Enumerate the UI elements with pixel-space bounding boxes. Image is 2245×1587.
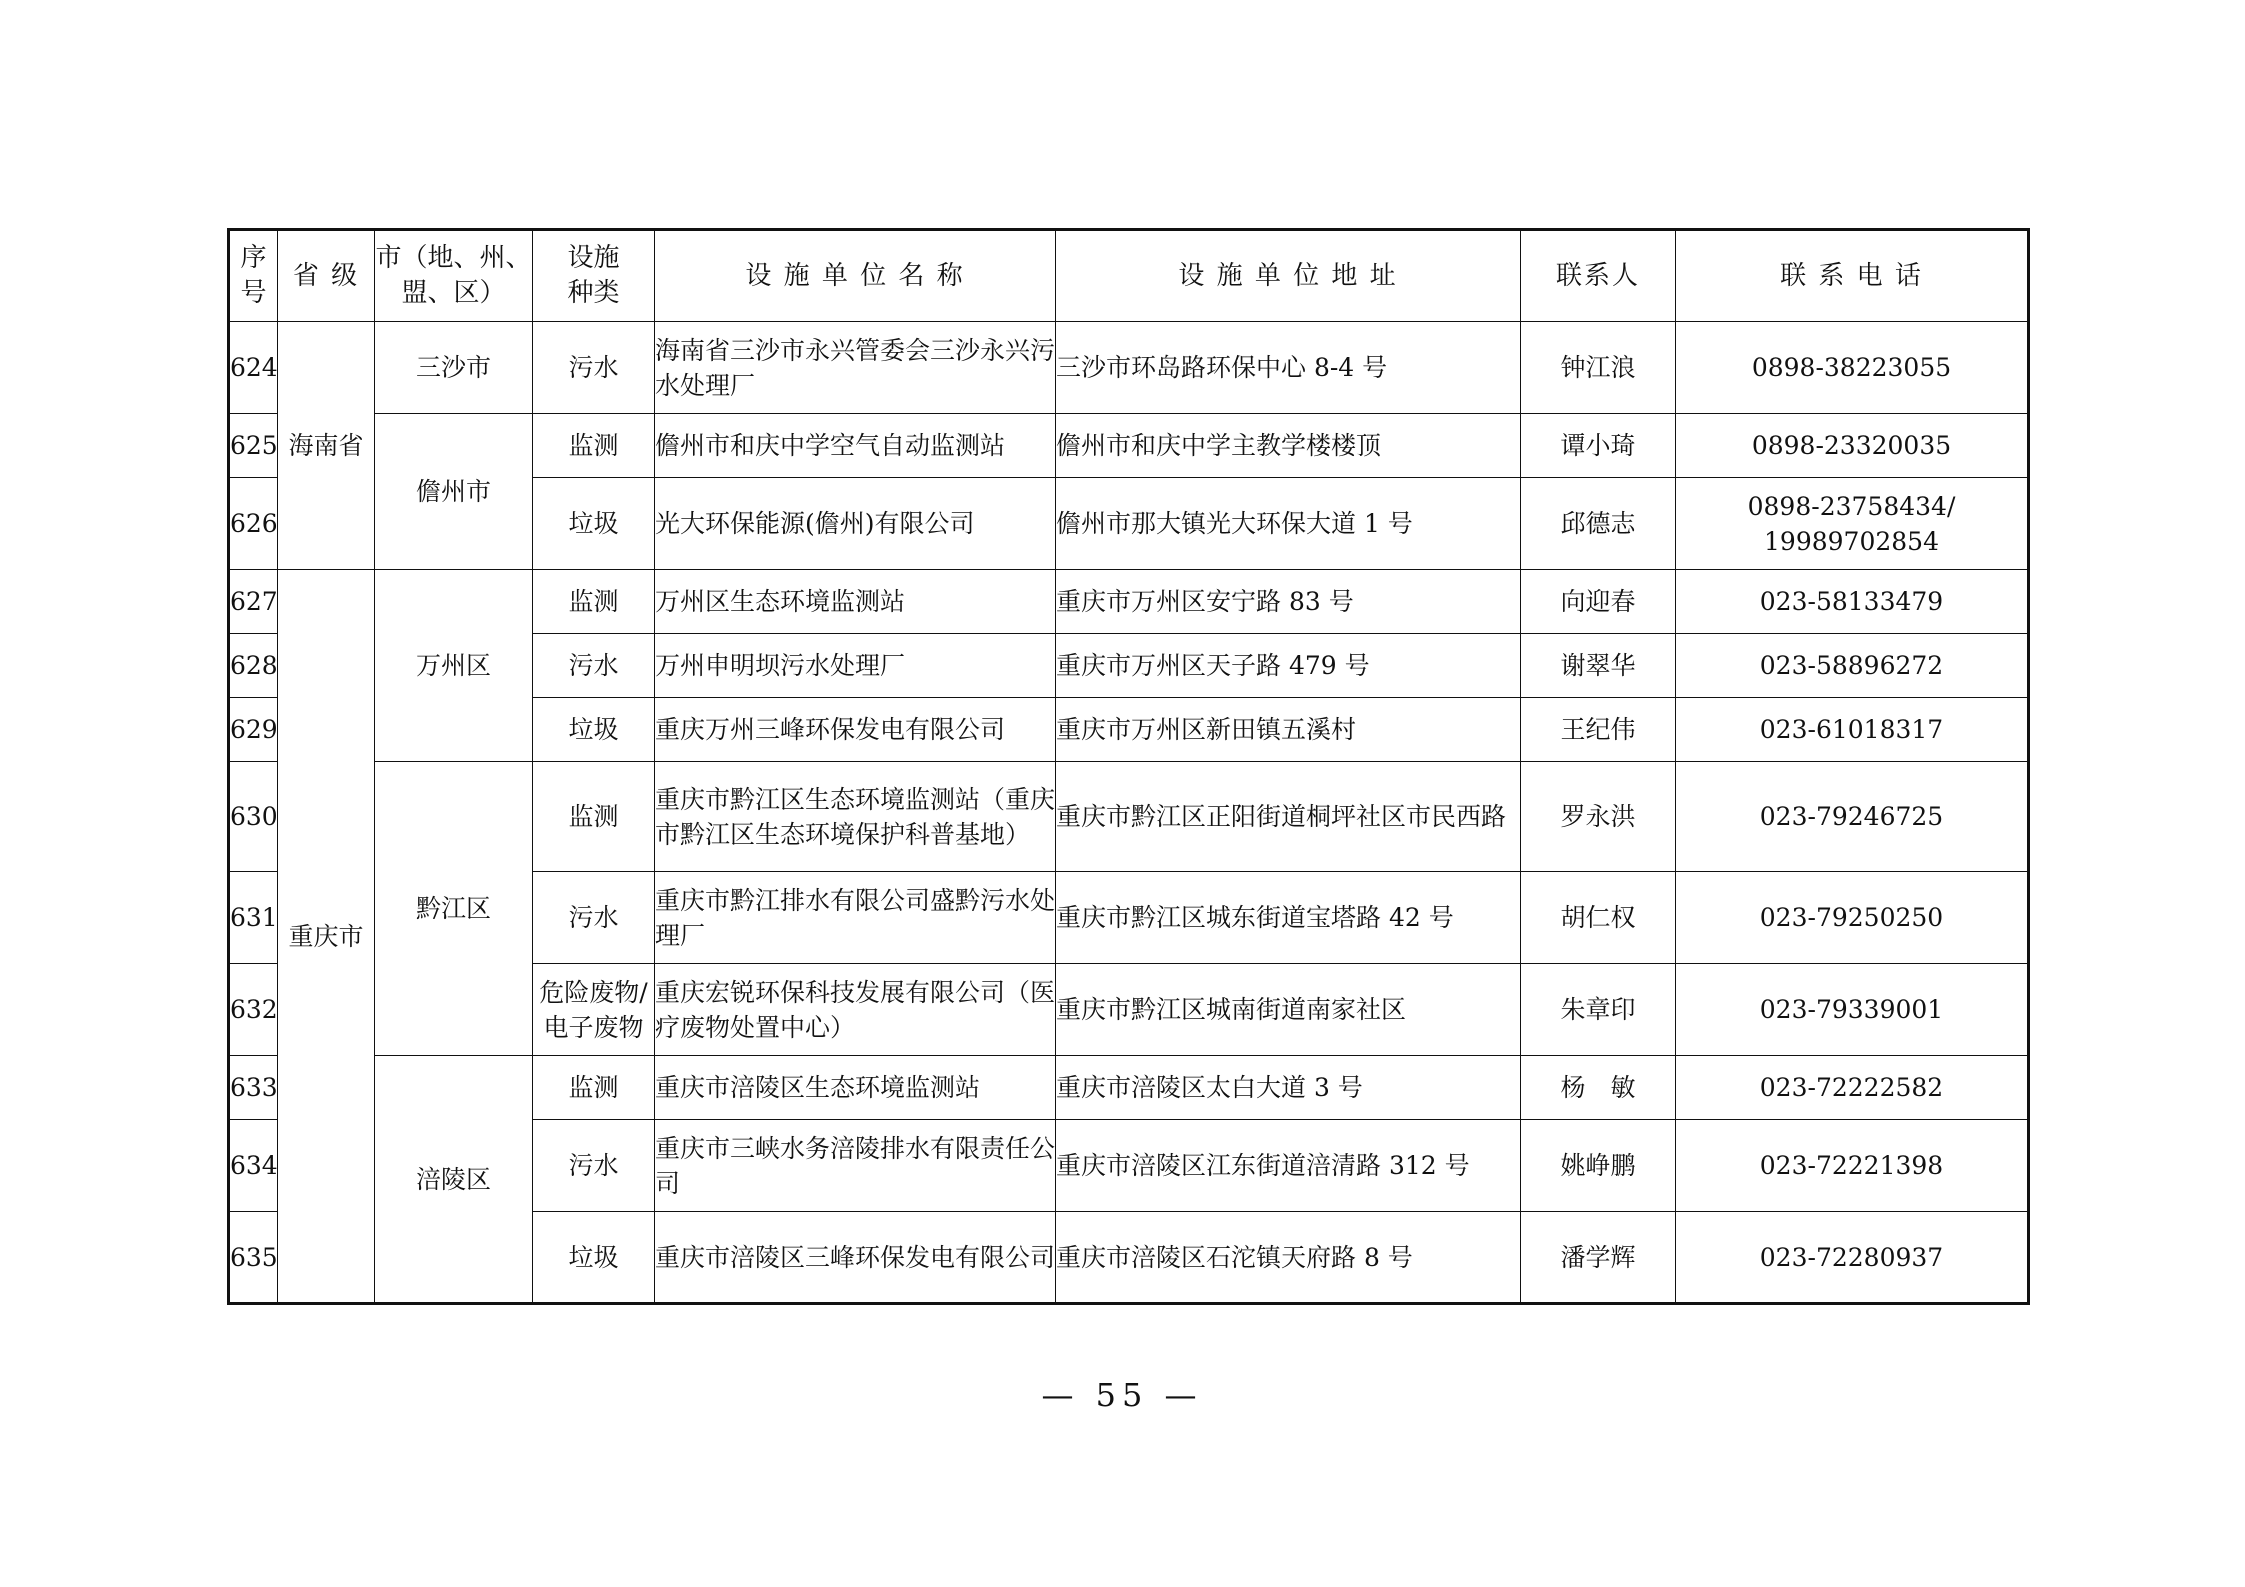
facility-name: 重庆市三峡水务涪陵排水有限责任公司	[655, 1120, 1056, 1212]
row-index: 629	[229, 698, 278, 762]
facility-name: 重庆市黔江排水有限公司盛黔污水处理厂	[655, 872, 1056, 964]
facility-address: 重庆市涪陵区石沱镇天府路 8 号	[1056, 1212, 1521, 1304]
contact-phone: 023-58896272	[1676, 634, 2029, 698]
facility-address: 儋州市和庆中学主教学楼楼顶	[1056, 414, 1521, 478]
facility-address: 重庆市黔江区城南街道南家社区	[1056, 964, 1521, 1056]
city-cell: 涪陵区	[375, 1056, 533, 1304]
facility-address: 重庆市万州区天子路 479 号	[1056, 634, 1521, 698]
contact-person: 罗永洪	[1521, 762, 1676, 872]
facility-address: 儋州市那大镇光大环保大道 1 号	[1056, 478, 1521, 570]
type-cell: 监测	[533, 414, 655, 478]
header-name: 设 施 单 位 名 称	[655, 230, 1056, 322]
facility-name: 海南省三沙市永兴管委会三沙永兴污水处理厂	[655, 322, 1056, 414]
row-index: 628	[229, 634, 278, 698]
province-cell: 重庆市	[278, 570, 375, 1304]
row-index: 624	[229, 322, 278, 414]
row-index: 625	[229, 414, 278, 478]
facility-name: 重庆市涪陵区生态环境监测站	[655, 1056, 1056, 1120]
header-index: 序 号	[229, 230, 278, 322]
contact-phone: 0898-23758434/ 19989702854	[1676, 478, 2029, 570]
table-row	[229, 1056, 2029, 1120]
city-cell: 万州区	[375, 570, 533, 762]
type-cell: 垃圾	[533, 478, 655, 570]
city-cell: 黔江区	[375, 762, 533, 1056]
contact-person: 邱德志	[1521, 478, 1676, 570]
row-index: 626	[229, 478, 278, 570]
facility-table	[227, 228, 2030, 1305]
facility-address: 重庆市黔江区正阳街道桐坪社区市民西路	[1056, 762, 1521, 872]
province-cell: 海南省	[278, 322, 375, 570]
row-index: 635	[229, 1212, 278, 1304]
header-type: 设施 种类	[533, 230, 655, 322]
row-index: 627	[229, 570, 278, 634]
row-index: 631	[229, 872, 278, 964]
row-index: 633	[229, 1056, 278, 1120]
contact-phone: 023-79246725	[1676, 762, 2029, 872]
contact-person: 杨 敏	[1521, 1056, 1676, 1120]
contact-phone: 023-79339001	[1676, 964, 2029, 1056]
contact-phone: 023-61018317	[1676, 698, 2029, 762]
contact-person: 胡仁权	[1521, 872, 1676, 964]
contact-phone: 023-72280937	[1676, 1212, 2029, 1304]
contact-person: 潘学辉	[1521, 1212, 1676, 1304]
row-index: 634	[229, 1120, 278, 1212]
contact-person: 王纪伟	[1521, 698, 1676, 762]
row-index: 630	[229, 762, 278, 872]
facility-name: 儋州市和庆中学空气自动监测站	[655, 414, 1056, 478]
contact-person: 钟江浪	[1521, 322, 1676, 414]
type-cell: 污水	[533, 634, 655, 698]
header-province: 省 级	[278, 230, 375, 322]
facility-name: 万州申明坝污水处理厂	[655, 634, 1056, 698]
contact-phone: 023-72222582	[1676, 1056, 2029, 1120]
city-cell: 三沙市	[375, 322, 533, 414]
facility-address: 重庆市万州区新田镇五溪村	[1056, 698, 1521, 762]
facility-address: 重庆市万州区安宁路 83 号	[1056, 570, 1521, 634]
city-cell: 儋州市	[375, 414, 533, 570]
facility-name: 重庆万州三峰环保发电有限公司	[655, 698, 1056, 762]
contact-phone: 023-79250250	[1676, 872, 2029, 964]
facility-address: 重庆市涪陵区江东街道涪清路 312 号	[1056, 1120, 1521, 1212]
table-row	[229, 570, 2029, 634]
type-cell: 垃圾	[533, 698, 655, 762]
contact-person: 谭小琦	[1521, 414, 1676, 478]
header-address: 设 施 单 位 地 址	[1056, 230, 1521, 322]
table-row	[229, 322, 2029, 414]
table-row	[229, 414, 2029, 478]
type-cell: 污水	[533, 872, 655, 964]
type-cell: 监测	[533, 1056, 655, 1120]
header-phone: 联 系 电 话	[1676, 230, 2029, 322]
contact-person: 向迎春	[1521, 570, 1676, 634]
type-cell: 监测	[533, 570, 655, 634]
contact-phone: 023-72221398	[1676, 1120, 2029, 1212]
contact-person: 朱章印	[1521, 964, 1676, 1056]
contact-person: 姚峥鹏	[1521, 1120, 1676, 1212]
type-cell: 垃圾	[533, 1212, 655, 1304]
facility-table-container	[227, 228, 2027, 1305]
type-cell: 危险废物/ 电子废物	[533, 964, 655, 1056]
row-index: 632	[229, 964, 278, 1056]
facility-name: 光大环保能源(儋州)有限公司	[655, 478, 1056, 570]
contact-phone: 023-58133479	[1676, 570, 2029, 634]
header-contact: 联系人	[1521, 230, 1676, 322]
table-row	[229, 762, 2029, 872]
facility-address: 重庆市黔江区城东街道宝塔路 42 号	[1056, 872, 1521, 964]
header-city: 市（地、州、 盟、区）	[375, 230, 533, 322]
contact-phone: 0898-38223055	[1676, 322, 2029, 414]
page-number: — 55 —	[1041, 1376, 1203, 1414]
facility-name: 重庆宏锐环保科技发展有限公司（医疗废物处置中心）	[655, 964, 1056, 1056]
contact-phone: 0898-23320035	[1676, 414, 2029, 478]
facility-name: 重庆市黔江区生态环境监测站（重庆市黔江区生态环境保护科普基地）	[655, 762, 1056, 872]
contact-person: 谢翠华	[1521, 634, 1676, 698]
type-cell: 污水	[533, 322, 655, 414]
facility-address: 重庆市涪陵区太白大道 3 号	[1056, 1056, 1521, 1120]
facility-name: 重庆市涪陵区三峰环保发电有限公司	[655, 1212, 1056, 1304]
facility-name: 万州区生态环境监测站	[655, 570, 1056, 634]
type-cell: 污水	[533, 1120, 655, 1212]
facility-address: 三沙市环岛路环保中心 8-4 号	[1056, 322, 1521, 414]
header-row	[229, 230, 2029, 322]
type-cell: 监测	[533, 762, 655, 872]
